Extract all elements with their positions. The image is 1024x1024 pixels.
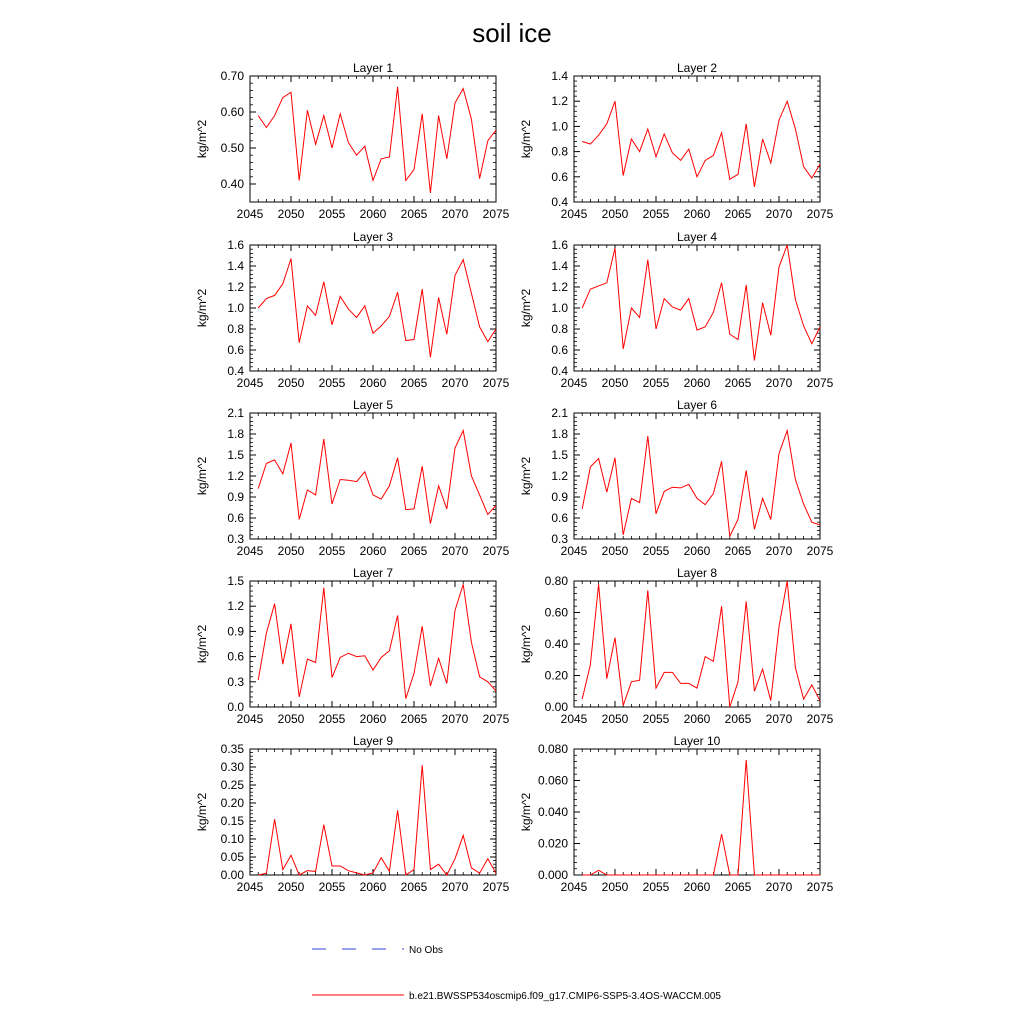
- x-tick-label: 2075: [482, 712, 510, 726]
- y-tick-label: 0.40: [220, 177, 244, 191]
- panel-title: Layer 9: [352, 734, 394, 748]
- x-tick-label: 2075: [806, 712, 834, 726]
- y-tick-label: 1.5: [551, 448, 568, 462]
- y-tick-label: 1.2: [551, 94, 568, 109]
- panel-title: Layer 10: [673, 734, 721, 748]
- y-tick-label: 0.6: [227, 511, 244, 525]
- y-tick-label: 1.0: [227, 301, 244, 315]
- x-tick-label: 2065: [724, 712, 752, 726]
- x-tick-label: 2065: [724, 544, 752, 558]
- x-tick-label: 2070: [441, 712, 469, 726]
- y-tick-label: 1.6: [227, 238, 244, 252]
- y-tick-label: 0.4: [551, 364, 568, 378]
- panel-title: Layer 4: [676, 230, 718, 244]
- y-tick-label: 2.1: [551, 406, 568, 420]
- x-tick-label: 2075: [806, 880, 834, 894]
- x-tick-label: 2070: [765, 544, 793, 558]
- y-tick-label: 0.05: [220, 850, 244, 864]
- y-tick-label: 0.0: [227, 700, 244, 714]
- x-tick-label: 2055: [642, 544, 670, 558]
- x-tick-label: 2050: [277, 712, 305, 726]
- x-tick-label: 2060: [683, 376, 711, 390]
- x-tick-label: 2070: [765, 712, 793, 726]
- y-tick-label: 0.15: [220, 814, 244, 828]
- x-tick-label: 2055: [642, 880, 670, 894]
- y-tick-label: 0.8: [227, 322, 244, 336]
- y-tick-label: 0.20: [544, 668, 568, 683]
- y-tick-label: 0.35: [220, 742, 244, 756]
- panel-title: Layer 5: [352, 398, 394, 412]
- y-tick-label: 0.4: [227, 364, 244, 378]
- x-tick-label: 2070: [441, 544, 469, 558]
- x-tick-label: 2050: [601, 544, 629, 558]
- y-tick-label: 1.0: [551, 301, 568, 315]
- y-tick-label: 0.60: [544, 605, 568, 620]
- y-tick-label: 0.70: [220, 69, 244, 83]
- x-tick-label: 2075: [806, 376, 834, 390]
- figure-title: soil ice: [472, 18, 552, 48]
- x-tick-label: 2060: [683, 880, 711, 894]
- x-tick-label: 2065: [724, 376, 752, 390]
- y-tick-label: 0.6: [227, 649, 244, 664]
- legend-obs-label: No Obs: [409, 945, 443, 956]
- x-tick-label: 2050: [277, 544, 305, 558]
- x-tick-label: 2075: [482, 207, 510, 221]
- x-tick-label: 2050: [277, 207, 305, 221]
- y-axis-label: kg/m^2: [519, 288, 533, 328]
- y-axis-label: kg/m^2: [195, 119, 209, 159]
- x-tick-label: 2045: [560, 376, 588, 390]
- x-tick-label: 2055: [318, 376, 346, 390]
- y-tick-label: 1.4: [227, 259, 244, 273]
- y-tick-label: 0.20: [220, 796, 244, 810]
- y-tick-label: 0.10: [220, 832, 244, 846]
- y-tick-label: 1.2: [227, 280, 244, 294]
- x-tick-label: 2055: [318, 544, 346, 558]
- x-tick-label: 2060: [683, 712, 711, 726]
- x-tick-label: 2060: [359, 880, 387, 894]
- x-tick-label: 2075: [482, 880, 510, 894]
- x-tick-label: 2065: [400, 207, 428, 221]
- y-axis-label: kg/m^2: [195, 792, 209, 832]
- x-tick-label: 2065: [400, 376, 428, 390]
- x-tick-label: 2045: [236, 544, 264, 558]
- x-tick-label: 2050: [601, 880, 629, 894]
- y-tick-label: 1.5: [227, 574, 244, 588]
- y-tick-label: 1.8: [227, 427, 244, 441]
- y-tick-label: 0.040: [537, 805, 568, 819]
- x-tick-label: 2075: [482, 376, 510, 390]
- y-tick-label: 0.8: [551, 322, 568, 336]
- x-tick-label: 2055: [318, 880, 346, 894]
- x-tick-label: 2055: [642, 712, 670, 726]
- y-tick-label: 1.2: [227, 599, 244, 614]
- x-tick-label: 2060: [359, 207, 387, 221]
- y-tick-label: 0.9: [227, 490, 244, 504]
- x-tick-label: 2075: [482, 544, 510, 558]
- x-tick-label: 2060: [359, 376, 387, 390]
- y-tick-label: 0.00: [220, 868, 244, 882]
- panel-title: Layer 3: [352, 230, 394, 244]
- y-tick-label: 1.2: [551, 280, 568, 294]
- panel-title: Layer 2: [676, 61, 718, 75]
- y-tick-label: 1.5: [227, 448, 244, 462]
- x-tick-label: 2055: [318, 712, 346, 726]
- x-tick-label: 2050: [277, 376, 305, 390]
- x-tick-label: 2070: [765, 880, 793, 894]
- y-tick-label: 0.3: [227, 532, 244, 546]
- x-tick-label: 2045: [560, 207, 588, 221]
- x-tick-label: 2075: [806, 544, 834, 558]
- panel-title: Layer 7: [352, 566, 394, 580]
- panel-title: Layer 1: [352, 61, 394, 75]
- y-tick-label: 0.80: [544, 574, 568, 588]
- x-tick-label: 2060: [683, 207, 711, 221]
- y-tick-label: 0.6: [551, 511, 568, 525]
- y-tick-label: 0.3: [551, 532, 568, 546]
- x-tick-label: 2070: [765, 376, 793, 390]
- y-tick-label: 0.25: [220, 778, 244, 792]
- legend-model-label: b.e21.BWSSP534oscmip6.f09_g17.CMIP6-SSP5-3.4OS-WACCM.005: [409, 991, 721, 1002]
- x-tick-label: 2060: [359, 544, 387, 558]
- x-tick-label: 2060: [359, 712, 387, 726]
- x-tick-label: 2070: [441, 880, 469, 894]
- y-tick-label: 0.60: [220, 105, 244, 119]
- x-tick-label: 2050: [601, 712, 629, 726]
- x-tick-label: 2055: [318, 207, 346, 221]
- y-tick-label: 1.4: [551, 69, 568, 83]
- x-tick-label: 2045: [236, 880, 264, 894]
- y-tick-label: 0.50: [220, 141, 244, 155]
- x-tick-label: 2070: [441, 207, 469, 221]
- x-tick-label: 2070: [441, 376, 469, 390]
- x-tick-label: 2075: [806, 207, 834, 221]
- x-tick-label: 2070: [765, 207, 793, 221]
- x-tick-label: 2060: [683, 544, 711, 558]
- y-axis-label: kg/m^2: [195, 288, 209, 328]
- x-tick-label: 2055: [642, 207, 670, 221]
- panel-title: Layer 8: [676, 566, 718, 580]
- y-tick-label: 0.000: [537, 868, 568, 882]
- y-axis-label: kg/m^2: [519, 792, 533, 832]
- y-tick-label: 2.1: [227, 406, 244, 420]
- y-tick-label: 0.30: [220, 760, 244, 774]
- x-tick-label: 2055: [642, 376, 670, 390]
- y-tick-label: 1.8: [551, 427, 568, 441]
- x-tick-label: 2050: [601, 207, 629, 221]
- y-tick-label: 0.00: [544, 700, 568, 714]
- y-axis-label: kg/m^2: [519, 119, 533, 159]
- x-tick-label: 2045: [560, 544, 588, 558]
- x-tick-label: 2045: [236, 376, 264, 390]
- y-axis-label: kg/m^2: [195, 456, 209, 496]
- y-tick-label: 0.6: [551, 343, 568, 357]
- x-tick-label: 2045: [560, 880, 588, 894]
- y-tick-label: 0.9: [227, 624, 244, 639]
- y-tick-label: 1.2: [227, 469, 244, 483]
- x-tick-label: 2050: [601, 376, 629, 390]
- x-tick-label: 2065: [724, 880, 752, 894]
- y-axis-label: kg/m^2: [195, 624, 209, 664]
- y-tick-label: 0.020: [537, 836, 568, 851]
- panel-title: Layer 6: [676, 398, 718, 412]
- x-tick-label: 2065: [400, 712, 428, 726]
- y-tick-label: 0.6: [551, 169, 568, 184]
- y-tick-label: 0.3: [227, 674, 244, 689]
- y-tick-label: 0.40: [544, 637, 568, 651]
- y-tick-label: 1.0: [551, 119, 568, 134]
- x-tick-label: 2065: [724, 207, 752, 221]
- x-tick-label: 2045: [236, 712, 264, 726]
- y-tick-label: 0.9: [551, 490, 568, 504]
- x-tick-label: 2050: [277, 880, 305, 894]
- x-tick-label: 2065: [400, 880, 428, 894]
- y-tick-label: 1.2: [551, 469, 568, 483]
- y-tick-label: 0.8: [551, 144, 568, 159]
- y-axis-label: kg/m^2: [519, 456, 533, 496]
- y-tick-label: 0.4: [551, 195, 568, 209]
- y-tick-label: 1.6: [551, 238, 568, 252]
- y-axis-label: kg/m^2: [519, 624, 533, 664]
- y-tick-label: 0.080: [537, 742, 568, 756]
- y-tick-label: 0.060: [537, 773, 568, 788]
- y-tick-label: 0.6: [227, 343, 244, 357]
- x-tick-label: 2065: [400, 544, 428, 558]
- x-tick-label: 2045: [236, 207, 264, 221]
- x-tick-label: 2045: [560, 712, 588, 726]
- y-tick-label: 1.4: [551, 259, 568, 273]
